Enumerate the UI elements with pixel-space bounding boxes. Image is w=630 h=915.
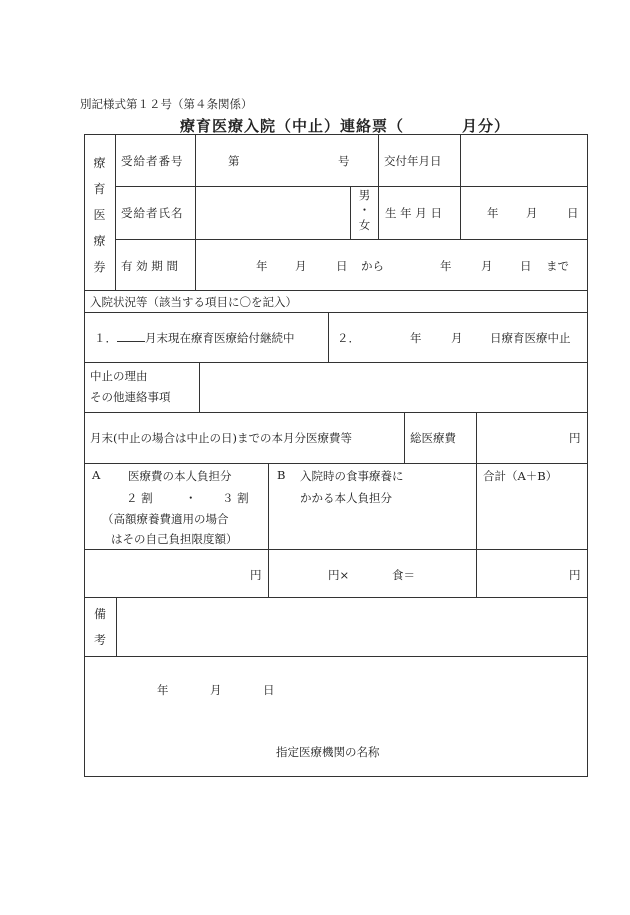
- burden-a-prefix: A: [92, 468, 101, 482]
- validity-from-year: 年: [256, 259, 268, 273]
- validity-to-month: 月: [481, 259, 493, 273]
- burden-a-ratio-3[interactable]: ３ 割: [222, 491, 249, 505]
- footer-year: 年: [157, 683, 169, 697]
- remarks-label-char: 備: [93, 607, 106, 621]
- burden-b-prefix: B: [277, 468, 286, 482]
- status-heading: 入院状況等（該当する項目に〇を記入）: [90, 295, 297, 309]
- recipient-number-field[interactable]: [245, 140, 333, 180]
- recipient-number-prefix: 第: [228, 154, 240, 168]
- burden-b-unit-yen: 円×: [328, 568, 350, 582]
- validity-from-day: 日: [336, 259, 348, 273]
- birth-date-label: 生 年 月 日: [385, 206, 442, 220]
- form-title-suffix: 月分）: [462, 117, 511, 135]
- recipient-number-suffix: 号: [338, 154, 350, 168]
- burden-a-title: 医療費の本人負担分: [128, 469, 232, 483]
- card-label-char: 券: [93, 260, 106, 274]
- burden-a-ratio-2[interactable]: ２ 割: [126, 491, 153, 505]
- status-option-2-text: 日療育医療中止: [490, 331, 571, 345]
- validity-from-month: 月: [295, 259, 307, 273]
- burden-a-note2: はその自己負担限度額）: [111, 532, 238, 546]
- validity-to-day: 日: [520, 259, 532, 273]
- total-cost-label: 総医療費: [410, 431, 456, 445]
- remarks-label-char: 考: [93, 633, 106, 647]
- issue-date-field[interactable]: [462, 137, 584, 183]
- form-number: 別記様式第１２号（第４条関係）: [80, 97, 253, 111]
- total-cost-unit: 円: [569, 431, 581, 445]
- burden-a-dot: ・: [185, 491, 197, 505]
- reason-label-line1: 中止の理由: [90, 369, 148, 383]
- status-option-1-prefix: １．: [94, 331, 117, 345]
- validity-from: から: [361, 259, 384, 273]
- validity-to: まで: [546, 259, 569, 273]
- remarks-label: [84, 601, 116, 653]
- sex-female[interactable]: 女: [358, 218, 371, 232]
- recipient-number-label: 受給者番号: [121, 154, 184, 168]
- form-title-main: 療育医療入院（中止）連絡票（: [180, 117, 405, 135]
- recipient-name-label: 受給者氏名: [121, 206, 184, 220]
- footer-day: 日: [263, 683, 275, 697]
- status-option-2-month: 月: [451, 331, 463, 345]
- status-option-2-year: 年: [410, 331, 422, 345]
- birth-year-label: 年: [487, 206, 499, 220]
- form-title: [180, 115, 510, 136]
- status-option-1-text: 月末現在療育医療給付継続中: [145, 331, 295, 345]
- footer-month: 月: [210, 683, 222, 697]
- validity-label: 有 効 期 間: [121, 259, 178, 273]
- reason-field[interactable]: [202, 365, 584, 409]
- institution-label: 指定医療機関の名称: [276, 745, 380, 759]
- birth-day-label: 日: [567, 206, 579, 220]
- remarks-field[interactable]: [119, 600, 584, 653]
- burden-b-title1: 入院時の食事療養に: [300, 469, 404, 483]
- sum-unit: 円: [569, 568, 581, 582]
- recipient-name-field[interactable]: [198, 189, 347, 236]
- monthly-cost-label: 月末(中止の場合は中止の日)までの本月分医療費等: [90, 431, 352, 445]
- sex-separator: ・: [358, 203, 371, 217]
- reason-label-line2: その他連絡事項: [90, 390, 171, 404]
- burden-b-title2: かかる本人負担分: [300, 491, 392, 505]
- status-option-1[interactable]: [94, 330, 295, 346]
- birth-month-label: 月: [526, 206, 538, 220]
- sex-male[interactable]: 男: [358, 188, 371, 202]
- validity-to-year: 年: [440, 259, 452, 273]
- issue-date-label: 交付年月日: [384, 154, 442, 168]
- status-option-2-prefix: ２．: [337, 331, 360, 345]
- card-label-char: 療: [93, 234, 106, 248]
- burden-a-note1: （高額療養費適用の場合: [102, 512, 229, 526]
- status-month-blank[interactable]: [117, 330, 145, 342]
- card-label-char: 医: [93, 208, 106, 222]
- card-section-label: [84, 150, 115, 280]
- card-label-char: 療: [93, 156, 106, 170]
- card-label-char: 育: [93, 182, 106, 196]
- sex-selector[interactable]: [351, 188, 378, 233]
- sum-label: 合計（A＋B）: [483, 469, 558, 483]
- burden-a-unit: 円: [250, 568, 262, 582]
- burden-b-unit-meals: 食＝: [392, 568, 415, 582]
